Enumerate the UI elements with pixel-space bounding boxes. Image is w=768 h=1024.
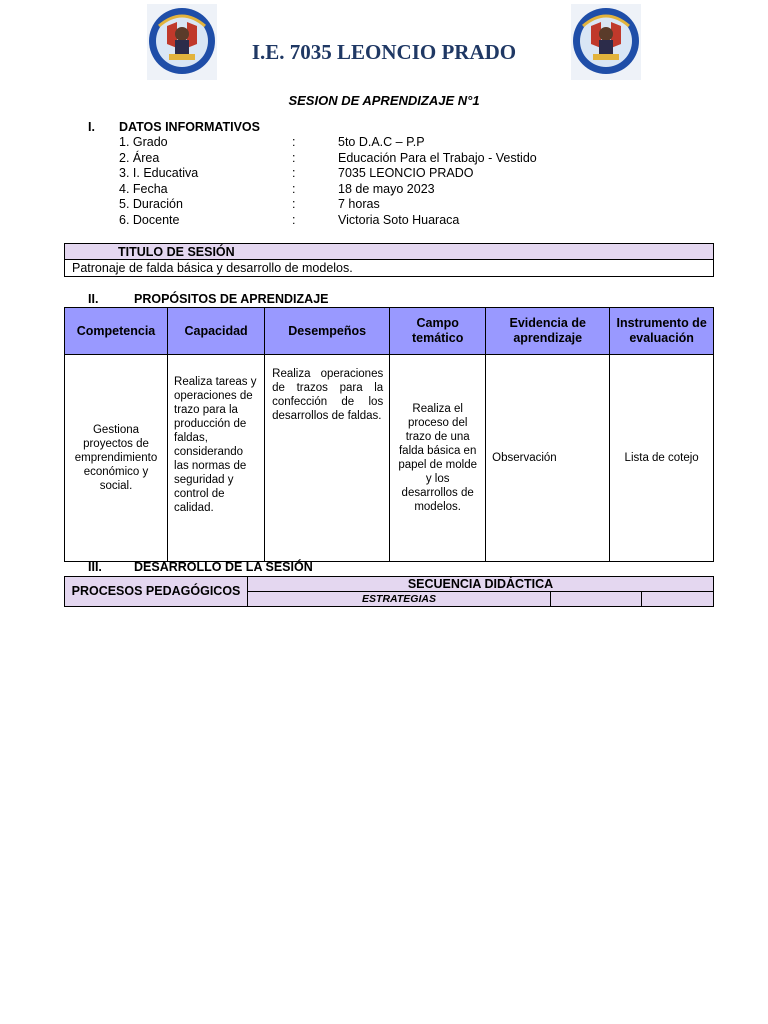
info-separator: : — [292, 166, 296, 180]
info-value: 18 de mayo 2023 — [338, 181, 435, 196]
info-separator: : — [292, 135, 296, 149]
table-row — [65, 355, 714, 562]
section-1-heading — [88, 120, 260, 134]
session-title: SESION DE APRENDIZAJE N°1 — [288, 93, 480, 108]
school-title: I.E. 7035 LEONCIO PRADO — [251, 40, 517, 64]
section-3-heading — [88, 560, 313, 574]
cell-instrumento: Lista de cotejo — [610, 355, 714, 562]
info-separator: : — [292, 150, 296, 165]
info-separator: : — [292, 212, 296, 227]
info-row-docente — [119, 213, 619, 229]
section-1-title: DATOS INFORMATIVOS — [119, 120, 260, 134]
empty-header-cell — [642, 592, 714, 607]
info-row-institucion — [119, 166, 619, 182]
section-3-title: DESARROLLO DE LA SESIÓN — [134, 560, 313, 574]
section-1-number: I. — [88, 120, 95, 134]
cell-evidencia: Observación — [486, 355, 610, 562]
info-value: 7 horas — [338, 197, 380, 211]
cell-desempenos: Realiza operaciones de trazos para la confección de los desarrollos de faldas. — [265, 355, 390, 562]
col-header-evidencia: Evidencia de aprendizaje — [486, 308, 610, 355]
titulo-sesion-table — [64, 243, 714, 277]
info-row-grado — [119, 135, 619, 151]
cell-competencia: Gestiona proyectos de emprendimiento económico y social. — [65, 355, 168, 562]
info-label: 2. Área — [119, 150, 160, 165]
titulo-sesion-header: TITULO DE SESIÓN — [65, 244, 714, 260]
info-row-area — [119, 151, 619, 167]
section-2-title: PROPÓSITOS DE APRENDIZAJE — [134, 292, 329, 306]
info-label: 6. Docente — [119, 212, 180, 227]
section-2-number: II. — [88, 292, 99, 306]
info-label: 5. Duración — [119, 197, 183, 211]
info-value: 7035 LEONCIO PRADO — [338, 166, 474, 180]
empty-header-cell — [551, 592, 642, 607]
desarrollo-table — [64, 576, 714, 607]
secuencia-didactica-header: SECUENCIA DIDÁCTICA — [248, 577, 714, 592]
info-separator: : — [292, 181, 296, 196]
info-row-duracion — [119, 197, 619, 213]
info-separator: : — [292, 197, 296, 211]
col-header-capacidad: Capacidad — [168, 308, 265, 355]
info-row-fecha — [119, 182, 619, 198]
propositos-table — [64, 307, 714, 562]
cell-capacidad: Realiza tareas y operaciones de trazo para la producción de faldas, considerando las normas de seguridad y control de calidad. — [168, 355, 265, 562]
col-header-competencia: Competencia — [65, 308, 168, 355]
cell-campo-tematico: Realiza el proceso del trazo de una falda básica en papel de molde y los desarrollos de modelos. — [390, 355, 486, 562]
col-header-desempenos: Desempeños — [265, 308, 390, 355]
info-value: Educación Para el Trabajo - Vestido — [338, 150, 537, 165]
col-header-instrumento: Instrumento de evaluación — [610, 308, 714, 355]
procesos-pedagogicos-header: PROCESOS PEDAGÓGICOS — [65, 577, 248, 607]
section-2-heading — [88, 292, 328, 306]
datos-informativos-list — [119, 135, 619, 228]
col-header-campo: Campo temático — [390, 308, 486, 355]
propositos-header-row — [65, 308, 714, 355]
estrategias-header: ESTRATEGIAS — [248, 592, 551, 607]
info-label: 1. Grado — [119, 135, 168, 149]
titulo-sesion-value: Patronaje de falda básica y desarrollo de modelos. — [65, 260, 714, 277]
section-3-number: III. — [88, 560, 102, 574]
info-label: 4. Fecha — [119, 181, 168, 196]
info-value: Victoria Soto Huaraca — [338, 212, 460, 227]
info-value: 5to D.A.C – P.P — [338, 135, 425, 149]
info-label: 3. I. Educativa — [119, 166, 199, 180]
